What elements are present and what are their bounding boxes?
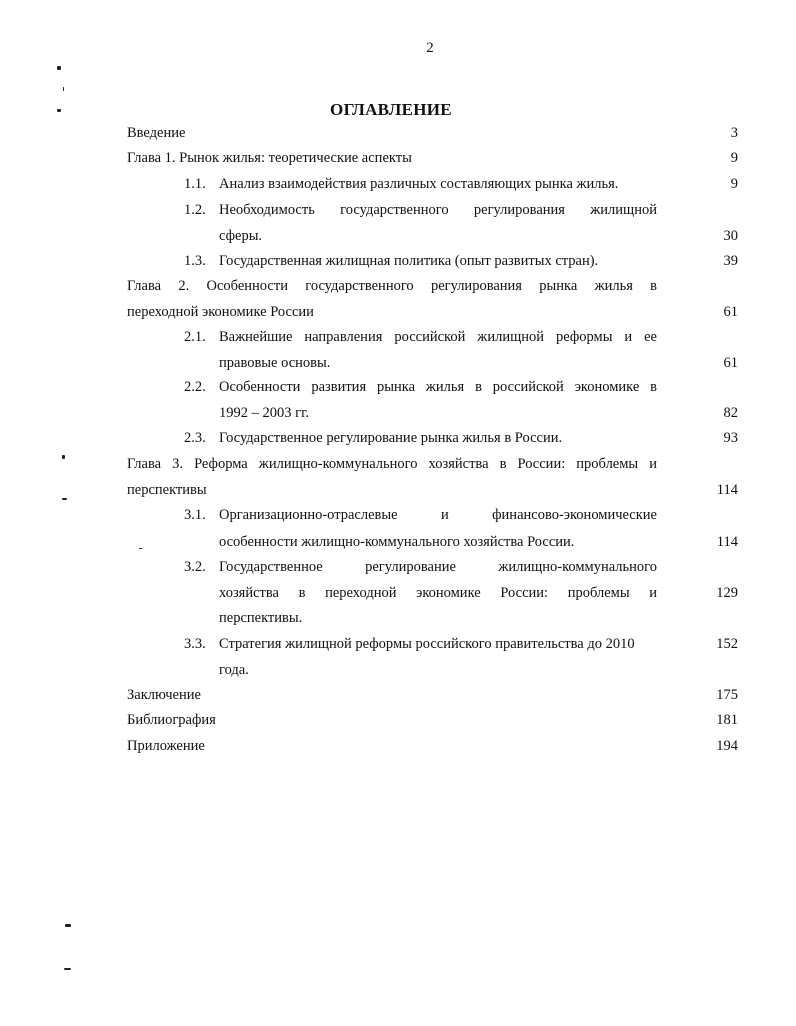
- toc-entry-text: хозяйства в переходной экономике России: проблемы и: [219, 585, 657, 601]
- toc-section-3-2: [0, 557, 796, 577]
- toc-entry-text: особенности жилищно-коммунального хозяйства России.: [219, 534, 575, 550]
- toc-page-number: 93: [723, 430, 738, 446]
- toc-entry-text: Анализ взаимодействия различных составляющих рынка жилья.: [219, 176, 619, 192]
- toc-chapter-2-cont: [0, 302, 796, 322]
- toc-page-number: 175: [716, 687, 738, 703]
- toc-section-3-2-cont: [0, 583, 796, 603]
- toc-page-number: 152: [716, 636, 738, 652]
- toc-page-number: 114: [716, 534, 738, 550]
- toc-section-3-3: [0, 634, 796, 654]
- scan-speck: [64, 968, 71, 970]
- toc-page-number: 181: [716, 712, 738, 728]
- toc-entry-text: Организационно-отраслевые и финансово-экономические: [219, 507, 657, 523]
- toc-section-3-1-cont: [0, 532, 796, 552]
- toc-entry-text: Глава 3. Реформа жилищно-коммунального хозяйства в России: проблемы и: [127, 456, 657, 472]
- toc-entry-text: Стратегия жилищной реформы российского правительства до 2010: [219, 636, 635, 652]
- toc-entry-appendix: [0, 736, 796, 756]
- toc-entry-text: Государственное регулирование рынка жилья в России.: [219, 430, 563, 446]
- toc-section-number: 1.3.: [184, 253, 206, 269]
- toc-entry-text: Особенности развития рынка жилья в российской экономике в: [219, 379, 657, 395]
- toc-section-number: 3.2.: [184, 559, 206, 575]
- toc-section-2-2: [0, 377, 796, 397]
- toc-entry-text: Библиография: [127, 712, 216, 728]
- toc-section-number: 1.2.: [184, 202, 206, 218]
- toc-entry-text: Введение: [127, 125, 186, 141]
- toc-page-number: 9: [730, 150, 738, 166]
- toc-entry-text: Государственное регулирование жилищно-коммунального: [219, 559, 657, 575]
- toc-entry-text: сферы.: [219, 228, 263, 244]
- toc-entry-text: Необходимость государственного регулирования жилищной: [219, 202, 657, 218]
- toc-section-2-3: [0, 428, 796, 448]
- toc-page-number: 39: [723, 253, 738, 269]
- toc-entry-text: Государственная жилищная политика (опыт развитых стран).: [219, 253, 599, 269]
- toc-section-number: 3.1.: [184, 507, 206, 523]
- toc-entry-conclusion: [0, 685, 796, 705]
- scan-speck: [57, 109, 61, 112]
- toc-entry-text: года.: [219, 662, 249, 678]
- toc-page-number: 9: [730, 176, 738, 192]
- toc-section-3-1: [0, 505, 796, 525]
- toc-entry-bibliography: [0, 710, 796, 730]
- toc-section-number: 2.1.: [184, 329, 206, 345]
- scan-speck: [62, 455, 65, 459]
- toc-page-number: 61: [723, 355, 738, 371]
- toc-chapter-1: [0, 148, 796, 168]
- scan-speck: [62, 498, 67, 500]
- toc-entry-text: перспективы.: [219, 610, 303, 626]
- toc-page-number: 61: [723, 304, 738, 320]
- toc-entry-text: Приложение: [127, 738, 205, 754]
- toc-section-1-3: [0, 251, 796, 271]
- toc-section-2-1: [0, 327, 796, 347]
- toc-section-number: 2.2.: [184, 379, 206, 395]
- toc-section-3-2-cont2: [0, 608, 796, 628]
- scan-speck: [65, 924, 71, 927]
- toc-section-1-2-cont: [0, 226, 796, 246]
- toc-chapter-2: [0, 276, 796, 296]
- toc-entry-text: 1992 – 2003 гг.: [219, 405, 310, 421]
- toc-entry-text: переходной экономике России: [127, 304, 314, 320]
- toc-page-number: 3: [730, 125, 738, 141]
- toc-section-2-1-cont: [0, 353, 796, 373]
- toc-entry-text: Заключение: [127, 687, 201, 703]
- toc-page-number: 129: [716, 585, 738, 601]
- scan-speck: [139, 548, 142, 549]
- toc-section-3-3-cont: [0, 660, 796, 680]
- toc-section-1-2: [0, 200, 796, 220]
- page-title: ОГЛАВЛЕНИЕ: [330, 100, 452, 119]
- toc-entry-text: правовые основы.: [219, 355, 331, 371]
- toc-entry-text: Глава 2. Особенности государственного регулирования рынка жилья в: [127, 278, 657, 294]
- toc-page-number: 194: [716, 738, 738, 754]
- toc-entry-text: Глава 1. Рынок жилья: теоретические аспекты: [127, 150, 412, 166]
- scan-speck: [63, 87, 64, 91]
- toc-entry-text: Важнейшие направления российской жилищной реформы и ее: [219, 329, 657, 345]
- toc-chapter-3-cont: [0, 480, 796, 500]
- toc-entry-text: перспективы: [127, 482, 207, 498]
- toc-section-number: 2.3.: [184, 430, 206, 446]
- scan-speck: [57, 66, 61, 70]
- toc-chapter-3: [0, 454, 796, 474]
- toc-page-number: 114: [716, 482, 738, 498]
- page-number: 2: [426, 40, 434, 56]
- toc-section-2-2-cont: [0, 403, 796, 423]
- toc-section-number: 3.3.: [184, 636, 206, 652]
- toc-page-number: 82: [723, 405, 738, 421]
- toc-section-1-1: [0, 174, 796, 194]
- toc-page-number: 30: [723, 228, 738, 244]
- toc-section-number: 1.1.: [184, 176, 206, 192]
- toc-entry-intro: [0, 123, 796, 143]
